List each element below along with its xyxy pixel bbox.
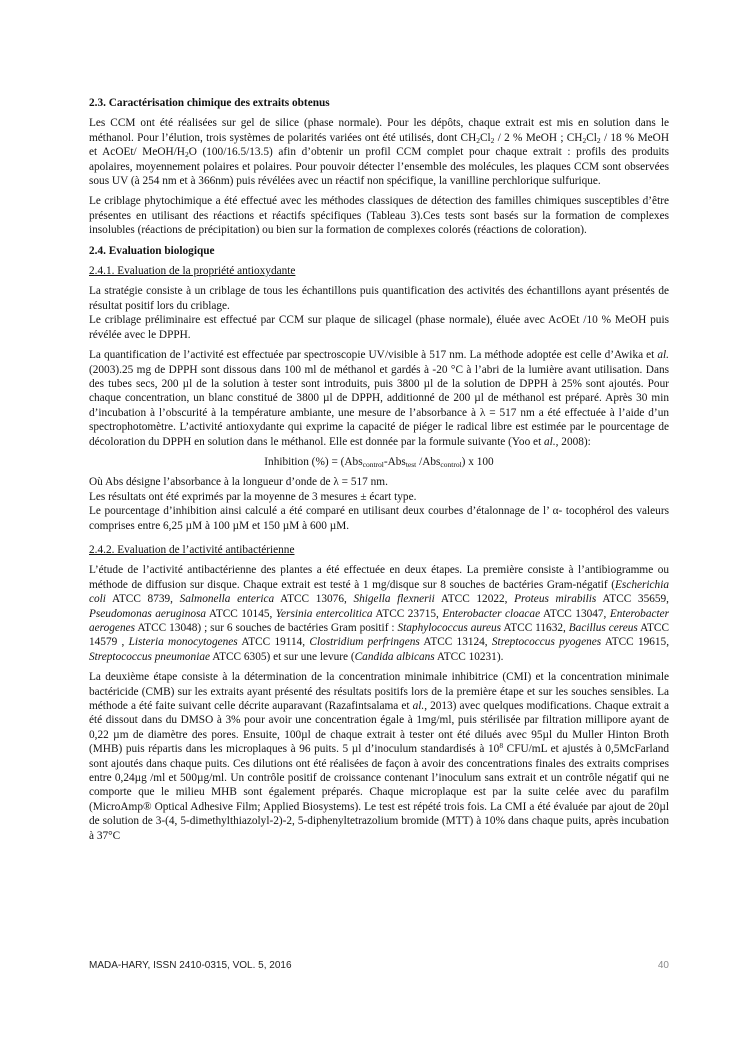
text-run: Cl: [479, 131, 491, 144]
paragraph-pourcentage: Le pourcentage d’inhibition ainsi calculé a été comparé en utilisant deux courbes d’étalonnage de l’ α- tocophérol des valeurs comprises entre 6,25 µM à 100 µM et 150 µM à 600 µM.: [89, 505, 669, 532]
species-name: Escherichia coli: [89, 578, 669, 606]
text-run: 2008):: [558, 435, 591, 448]
text-run: L’étude de l’activité antibactérienne des plantes a été effectuée en deux étapes. La première consiste à l’antibiogramme ou méthode de diffusion sur disque. Chaque extrait est testé à 1 mg/disque sur 8 souches de bactéries Gram-négatif (: [89, 564, 669, 591]
text-run: / 2 % MeOH ; CH: [494, 131, 583, 144]
subscript: test: [405, 459, 417, 469]
text-run: /Abs: [416, 455, 441, 468]
section-heading-2-4: 2.4. Evaluation biologique: [89, 244, 215, 257]
text-run: ATCC 13124,: [419, 636, 492, 649]
subscript: 2: [476, 135, 480, 145]
subsection-heading-2-4-1: 2.4.1. Evaluation de la propriété antioxydante: [89, 265, 296, 278]
paragraph-criblage-preliminaire: Le criblage préliminaire est effectué par CCM sur plaque de silicagel (phase normale), éluée avec AcOEt /10 % MeOH puis révélée avec le DPPH.: [89, 314, 669, 341]
text-run: Cl: [586, 131, 597, 144]
text-run: CFU/mL et ajustés à 0,5McFarland sont ajoutés dans chaque puits. Ces dilutions ont été réalisées de façon à avoir des concentrations finales des extraits comprises entre 0,24µg /ml et 500µg/ml. Un contrôle positif de croissance contenant l’inoculum sans extrait et un contrôle négatif qui ne comporte que le milieu MHB sont également préparés. Chaque microplaque est par la suite celée avec du parafilm (MicroAmp® Optical Adhesive Film; Applied Biosystems). Le test est répété trois fois. La CMI a été évaluée par ajout de 20µl de solution de 3-(4, 5-dimethylthiazolyl-2)-2, 5-diphenyltetrazolium bromide (MTT) à 10% dans chaque puits, après incubation à 37°C: [89, 743, 669, 842]
paragraph-antibiogramme: [89, 563, 669, 664]
subscript: 2: [490, 135, 495, 145]
text-run: , 2013) avec quelques modifications. Chaque extrait a été dissout dans du DMSO à 3% pour avoir une concentration égale à 1mg/ml, puis stérilisée par filtration millipore ayant de 0,22 µm de diamètre des pores. Ensuite, 100µl de chaque extrait à tester ont été dilués avec 95µl du Muller Hinton Broth (MHB) puis répartis dans les microplaques à 96 puits. 5 µl d’inoculum standardisés à 10: [89, 700, 670, 756]
species-name: Proteus mirabilis: [514, 593, 597, 606]
text-run: ATCC 13047,: [540, 607, 610, 620]
subscript: 2: [596, 135, 601, 145]
text-run: La deuxième étape consiste à la détermination de la concentration minimale inhibitrice (CMI) et la concentration minimale bactéricide (CMB) sur les extraits ayant présenté des résultats positifs lors de la première étape et sur les souches sensibles. La méthode a été faite suivant celle décrite auparavant (Razafintsalama et: [89, 671, 669, 713]
paragraph-ccm: [89, 116, 669, 188]
subscript: control: [440, 459, 462, 469]
species-name: Yersinia entercolitica: [275, 607, 373, 620]
paragraph-quantification: [89, 348, 669, 449]
species-name: Candida albicans: [354, 650, 435, 663]
italic-run: al.,: [544, 435, 559, 448]
subscript: control: [362, 459, 384, 469]
text-run: ATCC 11632,: [501, 622, 569, 634]
text-run: ATCC 35659,: [596, 593, 669, 606]
text-run: ATCC 12022,: [434, 593, 515, 606]
species-name: Streptococcus pyogenes: [491, 636, 602, 649]
species-name: Clostridium perfringens: [309, 636, 420, 649]
species-name: Staphylococcus aureus: [397, 622, 502, 634]
text-run: La quantification de l’activité est effectuée par spectroscopie UV/visible à 517 nm. La méthode adoptée est celle d’Awika et: [89, 349, 658, 362]
text-run: Les CCM ont été réalisées sur gel de silice (phase normale). Pour les dépôts, chaque extrait est mis en solution dans le méthanol. Pour l’élution, trois systèmes de polarités variées ont été utilisés, dont CH: [89, 117, 669, 144]
text-run: (2003).25 mg de DPPH sont dissous dans 100 ml de méthanol et gardés à -20 °C à l’abri de la lumière avant utilisation. Dans des tubes secs, 200 µl de la solution à tester sont introduits, puis 3800 µl de la solution de DPPH à 25% sont ajoutés. Pour chaque concentration, un blanc constitué de 3800 µl de DPPH, additionné de 200 µl de méthanol est préparé. Après 30 min d’incubation à l’obscurité à la température ambiante, une mesure de l’absorbance à λ = 517 nm a été effectuée à l’aide d’un spectrophotomètre. L’activité antioxydante qui exprime la capacité de piéger le radical libre est estimée par le pourcentage de décoloration du DPPH en solution dans le méthanol. Elle est donnée par la formule suivante (Yoo et: [89, 363, 669, 448]
species-name: Shigella flexnerii: [353, 593, 435, 606]
inhibition-formula: [89, 455, 669, 469]
species-name: Pseudomonas aeruginosa: [89, 607, 207, 620]
text-run: ATCC 6305) et sur une levure (: [210, 650, 355, 663]
species-name: Streptococcus pneumoniae: [89, 650, 210, 663]
paragraph-abs-definition: Où Abs désigne l’absorbance à la longueur d’onde de λ = 517 nm.: [89, 476, 388, 489]
italic-run: al.: [657, 349, 669, 362]
text-run: -Abs: [383, 455, 406, 468]
paragraph-criblage: Le criblage phytochimique a été effectué avec les méthodes classiques de détection des familles chimiques susceptibles d’être présentes en utilisant des réactions et réactifs spécifiques (Tableau 3).Ces tests sont basés sur la formation de complexes insolubles (réactions de précipitation) ou bien sur la formation de complexes colorés (réactions de coloration).: [89, 195, 669, 237]
italic-run: al.: [412, 700, 425, 713]
subsection-heading-2-4-2: 2.4.2. Evaluation de l’activité antibactérienne: [89, 543, 295, 556]
superscript: 8: [499, 741, 504, 751]
text-run: / 18 % MeOH et AcOEt/ MeOH/H: [89, 131, 669, 159]
text-run: ATCC 13048) ; sur 6 souches de bactéries Gram positif :: [135, 622, 398, 634]
paragraph-strategie: La stratégie consiste à un criblage de tous les échantillons puis quantification des activités des échantillons ayant présentés de résultat positif lors du criblage.: [89, 285, 669, 312]
text-run: ATCC 23715,: [372, 607, 443, 620]
page-footer: [89, 960, 669, 976]
species-name: Enterobacter aerogenes: [89, 607, 670, 634]
subscript: 2: [184, 150, 189, 160]
section-heading-2-3: 2.3. Caractérisation chimique des extraits obtenus: [89, 97, 330, 109]
text-run: ATCC 13076,: [274, 593, 354, 606]
text-run: ATCC 19114,: [237, 636, 310, 649]
subscript: 2: [582, 135, 587, 145]
text-run: ATCC 14579 ,: [89, 622, 669, 649]
species-name: Listeria monocytogenes: [128, 636, 238, 649]
text-run: ATCC 8739,: [105, 593, 180, 606]
text-run: ATCC 10231).: [434, 650, 504, 663]
paragraph-cmi-cmb: [89, 670, 669, 843]
page-content: [89, 96, 669, 849]
text-run: ) x 100: [461, 455, 494, 468]
species-name: Enterobacter cloacae: [442, 607, 541, 620]
species-name: Bacillus cereus: [568, 622, 638, 634]
journal-citation: MADA-HARY, ISSN 2410-0315, VOL. 5, 2016: [89, 960, 292, 971]
text-run: O (100/16.5/13.5) afin d’obtenir un profil CCM complet pour chaque extrait : profils des produits apolaires, moyennement polaires et polaires. Pour pouvoir détecter l’ensemble des molécules, les plaques CCM sont observées sous UV (à 254 nm et à 366nm) puis révélées avec un réactif non spécifique, la vanilline perchlorique sulfurique.: [89, 146, 670, 188]
text-run: ATCC 10145,: [206, 607, 276, 620]
paragraph-resultats: Les résultats ont été exprimés par la moyenne de 3 mesures ± écart type.: [89, 490, 417, 503]
text-run: ATCC 19615,: [601, 636, 670, 649]
page-number: 40: [657, 960, 669, 971]
text-run: Inhibition (%) = (Abs: [264, 455, 363, 468]
species-name: Salmonella enterica: [179, 593, 275, 606]
